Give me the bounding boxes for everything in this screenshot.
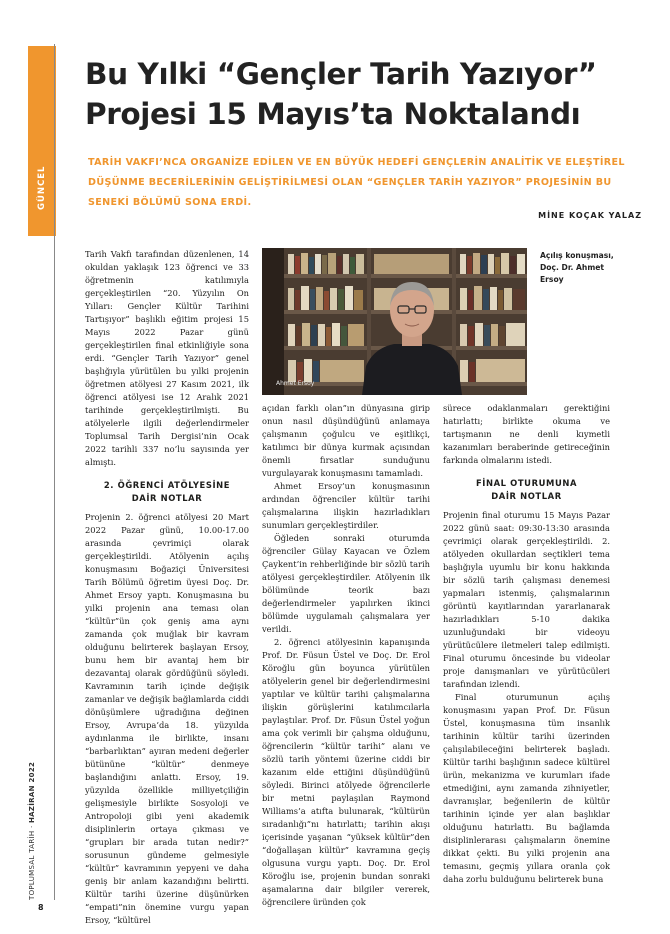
section-heading-final (443, 477, 610, 503)
page-number: 8 (38, 903, 44, 912)
headline-line-2: Projesi 15 Mayıs’ta Noktalandı (85, 97, 581, 131)
paragraph: 2. öğrenci atölyesinin kapanışında Prof. Dr. Füsun Üstel ve Doç. Dr. Erol Köroğlu gün boyunca yürütülen atölyelerin genel bir değerlendirmesini yaptılar ve kültür tarihi çalışmalarına ilişkin görüşlerini katılımcılarla paylaştılar. Prof. Dr. Füsun Üstel yoğun ama çok verimli bir çalışma olduğunu, öğrencilerin “kültür tarihi” alanı ve sözlü tarih yöntemi üzerine ciddi bir kazanım elde ettiğini düşündüğünü söyledi. Birinci atölyede öğrencilerle bir metni paylaşılan Raymond Williams’a atıfta bulunarak, “kültürün sıradanlığı”nı hatırlattı; tarihin akışı içerisinde yaşanan “yüksek kültür”den “doğallaşan kültür” kavramına geçiş olgusuna vurgu yaptı. Doç. Dr. Erol Köroğlu ise, projenin bundan sonraki aşamalarına dair bilgiler vererek, öğrencilere üründen çok (262, 637, 430, 907)
issue-date: HAZİRAN 2022 (28, 761, 36, 823)
section-heading-line-1: FİNAL OTURUMUNA (475, 478, 578, 488)
author-byline: MİNE KOÇAK YALAZ (538, 211, 642, 220)
lead-line-3: SENEKİ BÖLÜMÜ SONA ERDİ. (88, 197, 252, 208)
caption-line-1: Açılış konuşması, (540, 251, 614, 260)
section-heading-workshop (85, 479, 249, 505)
bookshelf-portrait-image (262, 248, 527, 395)
paragraph: Projenin final oturumu 15 Mayıs Pazar 2022 günü saat: 09:30-13:30 arasında çevrimiçi olarak gerçekleştirildi. 2. atölyeden okullardan seçtikleri tema başlığıyla uyumlu bir konu hakkında bir sözlü tarih çalışması denemesi yapmaları istenmiş, çalışmalarının görüntü kayıtlarından yararlanarak hazırladıkları 5-10 dakika uzunluğundaki bir videoyu yürütücülere iletmeleri talep edilmişti. Final oturumu öncesinde bu videolar proje danışmanları ve yürütücüleri tarafından izlendi. (443, 510, 610, 689)
paragraph: sürece odaklanmaları gerektiğini hatırlattı; birlikte okuma ve tartışmanın ne denli kıymetli kazanımları beraberinde getireceğinin farkında olmalarını istedi. (443, 403, 610, 465)
section-heading-line-1: 2. ÖĞRENCİ ATÖLYESİNE (103, 480, 231, 490)
section-heading-line-2: DAİR NOTLAR (491, 491, 562, 501)
paragraph: açıdan farklı olan”ın dünyasına girip onun nasıl düşündüğünü anlamaya çalışmanın çoğulcu ve eşitlikçi, katılımcı bir dünya kurmak açısından önemli fırsatlar sunduğunu vurgulayarak konuşmasını tamamladı. (262, 403, 430, 478)
section-tab (28, 46, 56, 236)
column-3 (443, 402, 610, 886)
intro-paragraph: Tarih Vakfı tarafından düzenlenen, 14 okuldan yaklaşık 123 öğrenci ve 33 öğretmenin katılımıyla gerçekleştirilen “20. Yüzyılın On Yılları: Gençler Kültür Tarihini Tartışıyor” başlıklı eğitim projesi 15 Mayıs 2022 Pazar günü gerçekleştirilen final etkinliğiyle sona erdi. “Gençler Tarih Yazıyor” genel başlığıyla yürütülen bu yılki projenin öğretmen atölyesi 27 Kasım 2021, ilk öğrenci atölyesi ise 12 Aralık 2021 tarihinde gerçekleştirilmişti. Bu atölyelerle ilgili değerlendirmeler Toplumsal Tarih Dergisi’nin Ocak 2022 tarihli 337 no’lu sayısında yer almıştı. (85, 249, 249, 467)
section-label: GÜNCEL (37, 165, 47, 211)
side-rule (54, 44, 55, 900)
caption-line-2: Doç. Dr. Ahmet (540, 263, 605, 272)
lead-paragraph (88, 153, 640, 213)
paragraph: Öğleden sonraki oturumda öğrenciler Gülay Kayacan ve Özlem Çaykent’in rehberliğinde bir sözlü tarih atölyesi gerçekleştirdiler. Atölyenin ilk bölümünde teorik bazı değerlendirmeler yapılırken ikinci bölümde uygulamalı çalışmalara yer verildi. (262, 533, 430, 634)
headline-line-1: Bu Yılki “Gençler Tarih Yazıyor” (85, 57, 597, 91)
lead-line-1: TARİH VAKFI’NCA ORGANİZE EDİLEN VE EN BÜYÜK HEDEFİ GENÇLERİN ANALİTİK VE ELEŞTİREL (88, 157, 625, 168)
section-heading-line-2: DAİR NOTLAR (131, 493, 203, 503)
paragraph: Final oturumunun açılış konuşmasını yapan Prof. Dr. Füsun Üstel, konuşmasına tüm insanlık tarihinin kültür tarihi üzerinden çalışılabileceğini belirterek başladı. Kültür tarihi başlığının sadece kültürel ürün, mekanizma ve kurumları ifade etmediğini, aynı zamanda zihniyetler, davranışlar, beğenilerin de kültür tarihinin içinde yer alan başlıklar olduğunu hatırlattı. Bu bağlamda disiplinlerarası çalışmaların önemine dikkat çekti. Bu yılki projenin ana temasını, geçmiş yıllara oranla çok daha zorlu bulduğunu belirterek buna (443, 692, 610, 884)
speaker-photo (262, 248, 527, 395)
column-2 (262, 402, 430, 909)
paragraph: Ahmet Ersoy’un konuşmasının ardından öğrenciler kültür tarihi çalışmalarına ilişkin hazırladıkları sunumları gerçekleştirdiler. (262, 481, 430, 530)
video-name-tag: Ahmet Ersoy (276, 380, 315, 387)
column-1 (85, 248, 249, 927)
caption-line-3: Ersoy (540, 275, 564, 284)
headline (85, 54, 645, 134)
workshop-paragraph: Projenin 2. öğrenci atölyesi 20 Mart 2022 Pazar günü, 10.00-17.00 arasında çevrimiçi olarak gerçekleştirildi. Atölyenin açılış konuşmasını Boğaziçi Üniversitesi Tarih Bölümü öğretim üyesi Doç. Dr. Ahmet Ersoy yaptı. Konuşmasına bu yılki projenin ana teması olan “kültür”ün çok geniş ama aynı zamanda çok muğlak bir kavram olduğunu belirterek başlayan Ersoy, bunu hem bir avantaj hem bir dezavantaj olarak gördüğünü söyledi. Kavramının tarih içinde değişik zamanlar ve değişik bağlamlarda ciddi dönüşümlere uğradığına değinen Ersoy, Avrupa’da 18. yüzyılda aydınlanma ile birlikte, insanı “barbarlıktan” ayıran medeni değerler bütününe “kültür” denmeye başlandığını anlattı. Ersoy, 19. yüzyılda özellikle milliyetçiliğin gelişmesiyle birlikte Sosyoloji ve Antropoloji gibi yeni akademik disiplinlerin ortaya çıkması ve “grupları bir arada tutan nedir?” sorusunun gündeme gelmesiyle “kültür” kavramının yepyeni ve daha geniş bir anlam kazandığını belirtti. Kültür tarihi üzerine düşünürken “empati”nin önemine vurgu yapan Ersoy, “kültürel (85, 512, 249, 925)
photo-caption (540, 250, 622, 286)
lead-line-2: DÜŞÜNME BECERİLERİNİN GELİŞTİRİLMESİ OLAN “GENÇLER TARİH YAZIYOR” PROJESİNİN BU (88, 177, 612, 188)
publication-name: TOPLUMSAL TARİH (28, 830, 36, 900)
running-footer: TOPLUMSAL TARİH · HAZİRAN 2022 (28, 761, 36, 900)
